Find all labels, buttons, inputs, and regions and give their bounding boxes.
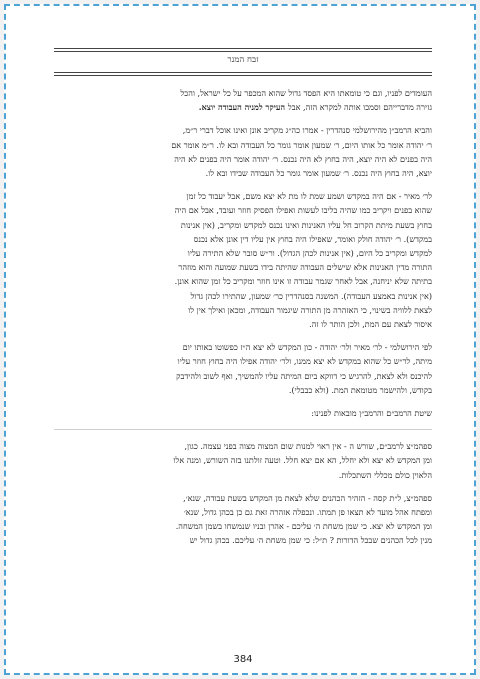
paragraph	[54, 340, 432, 397]
text-line: יוצא, היה בחוץ היה נכנס. ר׳ שמעון אומר גומר כל העבודה שבידו ובא לו.	[205, 168, 432, 179]
text-line: ומן המקדש לא יצא. כי שמן משחת ה׳ עליכם - אהרן ובניו שנמשחו בשמן המשחה.	[175, 521, 432, 532]
text-line: מנין לכל הכהנים שבכל הדורות ? ת״ל: כי שמן משחת ה׳ עליכם. בכהן גדול יש	[189, 535, 432, 546]
text-line: בקודש, ולהישמר מטומאת המת. (ולא כבבלי).	[288, 384, 432, 395]
text-line: למקדש ומקריב כל היום, (אין אנינות לכהן הגדול). ור״ש סובר שלא התירה עליו	[187, 248, 432, 259]
text-line: ר׳ יהודה אומר כל אותו היום, ר׳ שמעון אומר גומר כל העבודה ובא לו. ר״מ אומר אם	[171, 139, 432, 150]
page-frame	[4, 4, 476, 675]
paragraph	[54, 439, 432, 482]
page-number: 384	[233, 654, 253, 665]
text-line: הלאוין כולם מכללי השתכלות.	[338, 469, 432, 480]
text-line: להיכנס ולא לצאת, להרגיש כי דווקא ביום המיתה עליו להמשיך, ואף לשוב ולהידבק	[176, 370, 432, 381]
text-line: והביא הרמב״ן מהירושלמי סנהדרין - אמרו כה״ג מקריב אונן ואינו אוכל דברי ר״מ,	[182, 125, 432, 136]
paragraph	[54, 86, 432, 114]
text-line: ומן המקדש לא יצא ולא יחלל, הא אם יצא חלל. וטעה זולתנו בזה השורש, ומנה אלו	[173, 455, 432, 466]
paragraph	[54, 491, 432, 548]
emphasized-text: העיקר למניה העבודה יוצא.	[198, 102, 288, 113]
text-line: היה בפנים לא היה יוצא, היה בחוץ לא היה נכנס. ר׳ יהודה אומר היה בפנים לא היה	[174, 153, 432, 164]
header-rule-top	[54, 48, 432, 49]
text-line: (אין אנינות באמצע העבודה). המשנה בסנהדרין כר׳ שמעון, שהתירו לכהן גדול	[190, 290, 432, 301]
text-line: שיטת הרמב״ם והרמב״ן מובאות לפנינו:	[311, 408, 432, 419]
text-line: ומפתח אהל מועד לא תצאו פן תמתו. ונכפלה אזהרה זאת גם כן בכהן גדול, שנא׳	[183, 507, 432, 518]
text-line: לר׳ מאיר - אם היה במקדש ושמע שמת לו מת לא יצא משם, אבל יעבוד כל זמן	[186, 191, 432, 202]
text-line: במקדש). ר׳ יהודה חולק ואומר, שאפילו היה בחוץ אין עליו דין אונן אלא נכנס	[193, 233, 432, 244]
text-line: איסור לצאת עם המת, ולכן הותר לו זה.	[309, 319, 432, 330]
paragraph	[54, 123, 432, 180]
text-line: ספהמ״צ לרמב״ם, שורש ה - אין ראוי למנות שום המצוה מצוה בפני עצמה. כגון,	[184, 441, 432, 452]
paragraph	[54, 189, 432, 331]
header-rule-top-double	[54, 51, 432, 52]
section-divider	[54, 429, 432, 430]
text-line: העומדים לפניו, וגם כי טומאתו היא הפסד גדול שהוא המכפר על כל ישראל, והכל	[180, 88, 432, 98]
text-line: התורה מדין האנינות אלא שישלים העבודה שהיתה בידו בשעת שמועה והוא מוזהר	[178, 262, 432, 273]
text-line: שהוא בפנים ויקריב כמו שהיה בליבו לעשות ואפילו הפסיק חוזר ועובד, אבל אם היה	[174, 205, 432, 216]
text-line: לצאת ללוויה בשינוי, כי האזהרה מן התורה שיגמור העבודה, ומכאן ואילך אין לו	[188, 304, 432, 315]
text-line: ספהמ״צ, ל״ת קסה - הזהיר הכהנים שלא לצאת מן המקדש בשעת עבודה, שנא׳,	[183, 492, 432, 503]
text-line: גזירה מדברייהם וסמכו אותה למקרא הזה, אבל	[287, 102, 432, 113]
document-body	[54, 86, 432, 557]
paragraph	[54, 406, 432, 420]
text-line: מיתה, לר״ש כל שהוא במקדש לא יצא ממנו, ולר׳ יהודה אפילו היה בחוץ חוזר עליו	[177, 356, 432, 367]
header-rule-bottom	[54, 72, 432, 73]
text-line: לפי הירושלמי - לר׳ מאיר ולר׳ יהודה - כון המקדש לא יצא ה״ז כפשוטו באותו יום	[182, 342, 432, 353]
document-page	[54, 46, 432, 666]
header-rule-bottom-double	[54, 75, 432, 76]
text-line: בתיתה שלא יניחנה, אבל לאחר שגמר עבודה זו אינו חוזר ומקריב כל זמן שהוא אונן.	[174, 276, 432, 287]
text-line: בחוץ בשעת מיתת הקרוב חל עליו האנינות ואינו נכנס למקדש ומקריב, (אין אנינות	[180, 219, 432, 230]
running-title: זבח המנר	[227, 55, 259, 65]
